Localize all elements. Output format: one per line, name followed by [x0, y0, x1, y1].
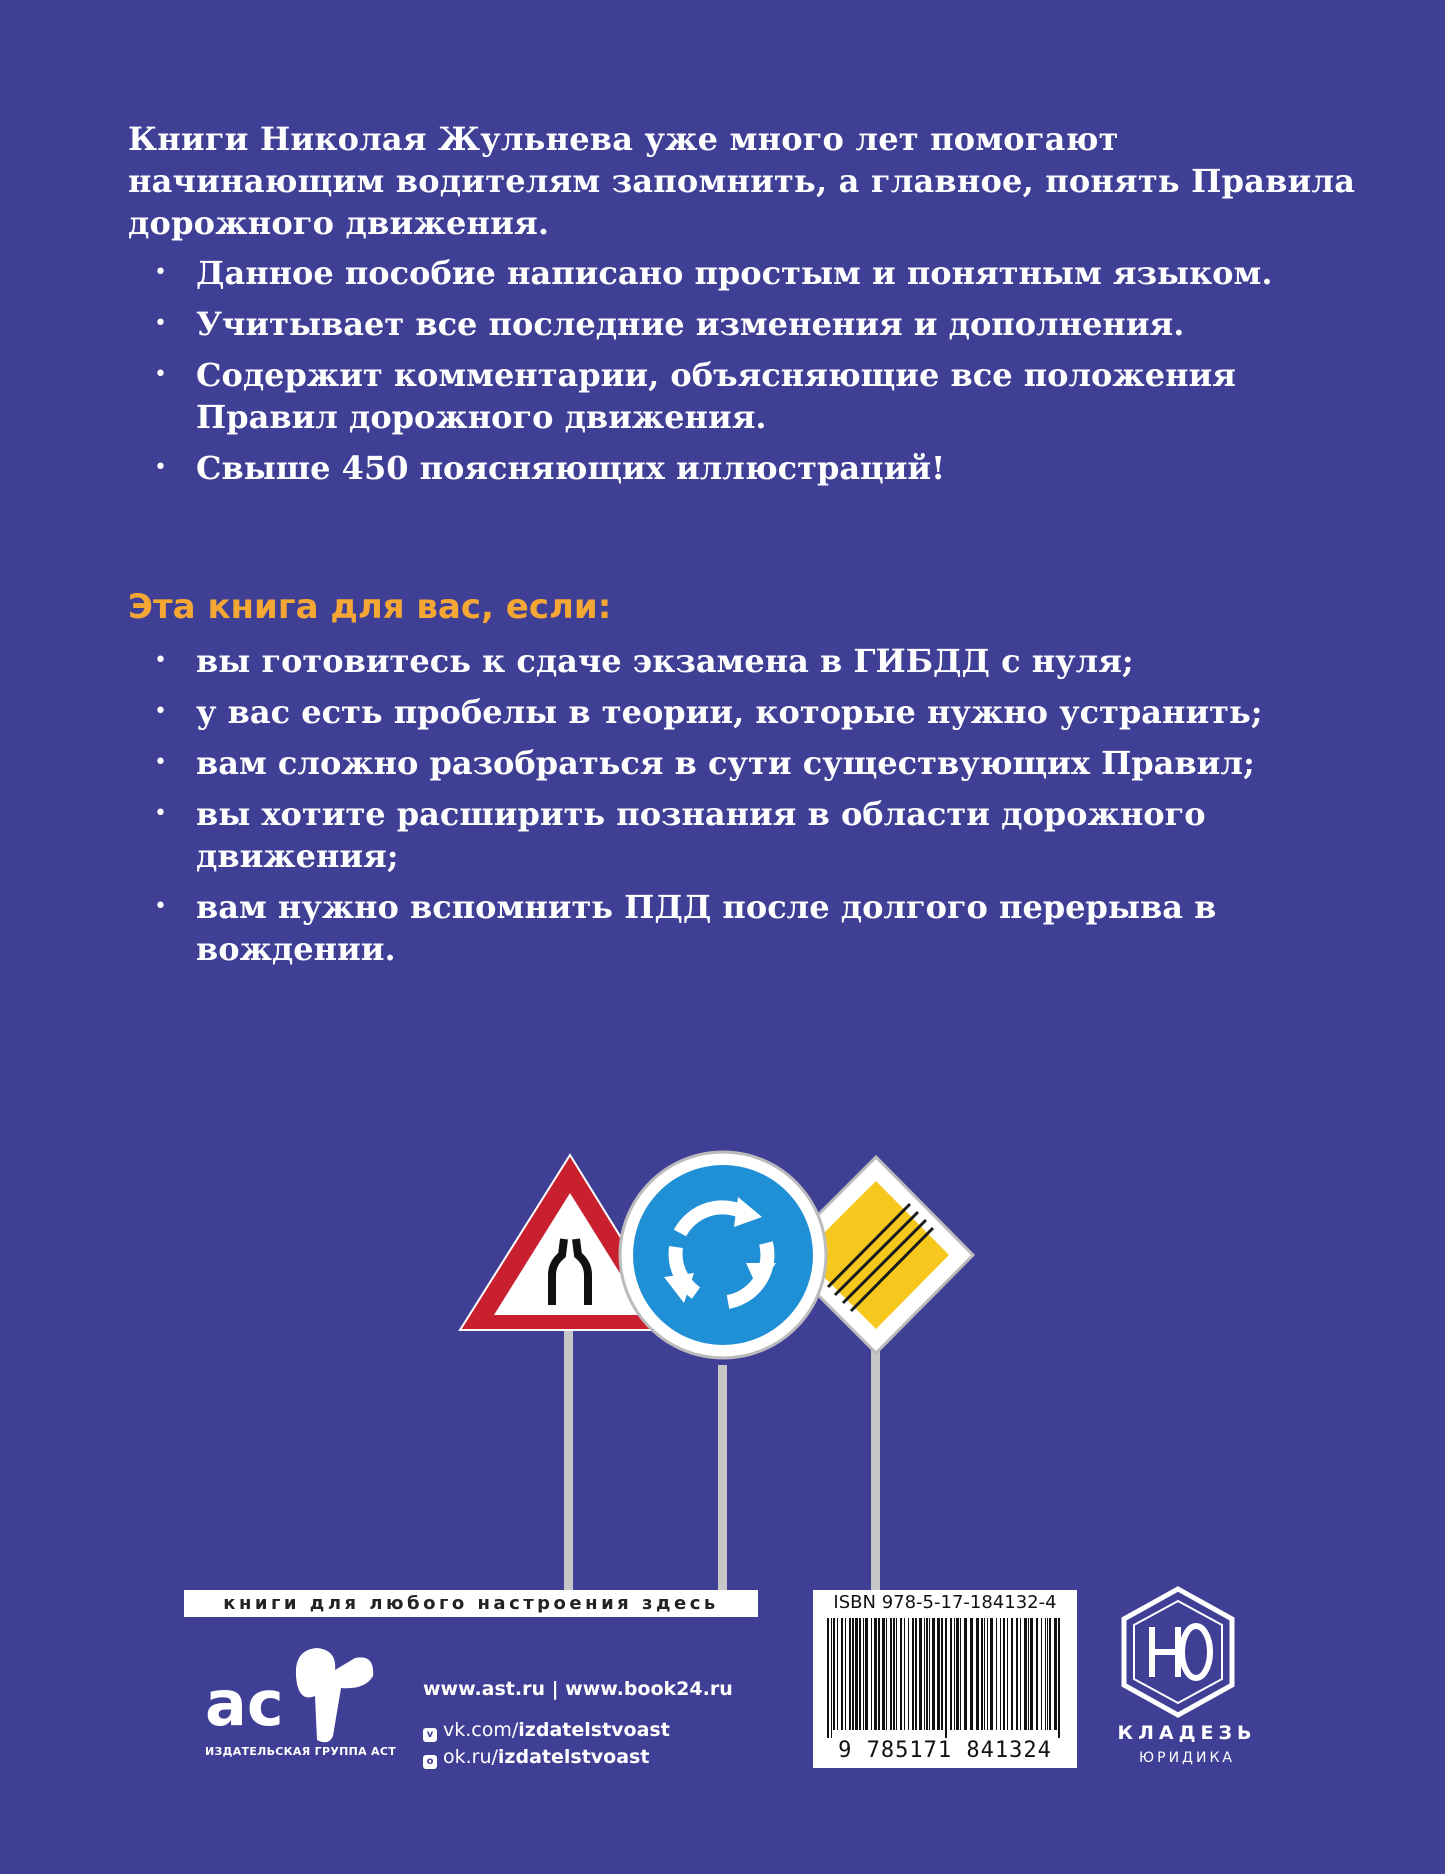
barcode-bars-icon	[823, 1618, 1067, 1738]
barcode-bar	[865, 1618, 868, 1730]
barcode-bar	[900, 1618, 902, 1730]
list-item: • вы хотите расширить познания в области дорожного движения;	[154, 795, 1206, 875]
barcode-bar	[915, 1618, 917, 1730]
barcode-bar	[1047, 1618, 1048, 1730]
isbn-barcode	[813, 1590, 1077, 1768]
vk-link[interactable]: v vk.com/izdatelstvoast	[423, 1717, 733, 1744]
bullet-icon: •	[154, 894, 167, 919]
barcode-bar	[845, 1618, 846, 1730]
barcode-bar	[987, 1618, 988, 1730]
barcode-bar	[945, 1618, 947, 1738]
bullet-icon: •	[154, 455, 167, 480]
bullet-icon: •	[154, 362, 167, 387]
list-item: • вам нужно вспомнить ПДД после долгого перерыва в вождении.	[154, 888, 1217, 968]
list-item: • Данное пособие написано простым и понятным языком.	[154, 254, 1273, 292]
barcode-bar	[984, 1618, 985, 1730]
barcode-bar	[874, 1618, 877, 1730]
roundabout-sign-icon	[620, 1152, 826, 1358]
barcode-bar	[1054, 1618, 1057, 1730]
barcode-bar	[1003, 1618, 1005, 1730]
list-item: • Учитывает все последние изменения и дополнения.	[154, 305, 1185, 343]
barcode-bar	[890, 1618, 892, 1730]
barcode-bar	[996, 1618, 997, 1730]
publisher-links	[423, 1676, 733, 1771]
barcode-bar	[827, 1618, 829, 1738]
barcode-bar	[837, 1618, 838, 1730]
barcode-bar	[893, 1618, 895, 1730]
barcode-bar	[871, 1618, 872, 1730]
barcode-bar	[964, 1618, 967, 1730]
ast-publisher-logo-icon	[205, 1640, 385, 1750]
barcode-bar	[1058, 1618, 1060, 1738]
imprint-name: КЛАДЕЗЬ	[1117, 1722, 1257, 1744]
audience-heading: Эта книга для вас, если:	[128, 587, 612, 627]
list-item: • Свыше 450 поясняющих иллюстраций!	[154, 449, 946, 487]
barcode-bar	[956, 1618, 959, 1730]
imprint-subtitle: ЮРИДИКА	[1139, 1750, 1235, 1766]
slogan-bar: книги для любого настроения здесь	[184, 1590, 758, 1617]
audience-list	[128, 640, 1358, 979]
barcode-bar	[912, 1618, 914, 1730]
websites-link[interactable]: www.ast.ru | www.book24.ru	[423, 1678, 733, 1700]
barcode-bar	[831, 1618, 832, 1738]
isbn-number: ISBN 978-5-17-184132-4	[833, 1592, 1057, 1613]
barcode-bar	[1011, 1618, 1013, 1730]
barcode-bar	[929, 1618, 930, 1730]
barcode-bar	[950, 1618, 952, 1730]
barcode-bar	[855, 1618, 858, 1730]
barcode-bar	[990, 1618, 993, 1730]
barcode-bar	[1024, 1618, 1027, 1730]
ean-number: 9 785171 841324	[838, 1738, 1052, 1763]
kladez-hexagon-logo-icon	[1118, 1585, 1238, 1720]
features-list	[128, 252, 1358, 498]
barcode-bar	[924, 1618, 925, 1730]
barcode-bar	[1030, 1618, 1033, 1730]
barcode-bar	[896, 1618, 897, 1730]
barcode-bar	[981, 1618, 983, 1730]
barcode-bar	[882, 1618, 885, 1730]
barcode-bar	[833, 1618, 835, 1730]
list-item: • вам сложно разобраться в сути существующих Правил;	[154, 744, 1255, 782]
barcode-bar	[852, 1618, 854, 1730]
barcode-bar	[1036, 1618, 1038, 1730]
barcode-bar	[954, 1618, 955, 1730]
vk-icon: v	[423, 1728, 437, 1742]
barcode-bar	[841, 1618, 843, 1730]
barcode-bar	[886, 1618, 887, 1730]
list-item: • у вас есть пробелы в теории, которые нужно устранить;	[154, 693, 1263, 731]
barcode-bar	[1016, 1618, 1018, 1730]
barcode-bar	[904, 1618, 905, 1730]
barcode-bar	[937, 1618, 940, 1730]
bullet-icon: •	[154, 648, 167, 673]
barcode-bar	[908, 1618, 909, 1730]
ok-link[interactable]: o ok.ru/izdatelstvoast	[423, 1744, 733, 1771]
publisher-caption: ИЗДАТЕЛЬСКАЯ ГРУППА АСТ	[205, 1745, 397, 1758]
road-signs-illustration	[440, 1135, 1000, 1615]
svg-text:ас: ас	[205, 1667, 284, 1740]
bullet-icon: •	[154, 699, 167, 724]
ok-icon: o	[423, 1755, 437, 1769]
barcode-bar	[1007, 1618, 1008, 1730]
barcode-bar	[1041, 1618, 1042, 1730]
barcode-bar	[1045, 1618, 1046, 1730]
bullet-icon: •	[154, 260, 167, 285]
barcode-bar	[863, 1618, 864, 1730]
barcode-bar	[960, 1618, 961, 1730]
barcode-bar	[878, 1618, 880, 1730]
bullet-icon: •	[154, 750, 167, 775]
barcode-bar	[932, 1618, 935, 1730]
barcode-bar	[1028, 1618, 1029, 1730]
barcode-bar	[919, 1618, 922, 1730]
intro-paragraph: Книги Николая Жульнева уже много лет помогают начинающим водителям запомнить, а главное, понять Правила дорожного движения.	[128, 120, 1356, 242]
list-item: • вы готовитесь к сдаче экзамена в ГИБДД с нуля;	[154, 642, 1134, 680]
barcode-bar	[859, 1618, 861, 1730]
barcode-bar	[849, 1618, 851, 1730]
barcode-bar	[976, 1618, 979, 1730]
barcode-bar	[970, 1618, 973, 1730]
barcode-bar	[926, 1618, 928, 1730]
bullet-icon: •	[154, 311, 167, 336]
barcode-bar	[1049, 1618, 1051, 1730]
bullet-icon: •	[154, 801, 167, 826]
barcode-bar	[1020, 1618, 1021, 1730]
list-item: • Содержит комментарии, объясняющие все положения Правил дорожного движения.	[154, 356, 1236, 436]
barcode-bar	[941, 1618, 943, 1730]
barcode-bar	[1000, 1618, 1001, 1730]
